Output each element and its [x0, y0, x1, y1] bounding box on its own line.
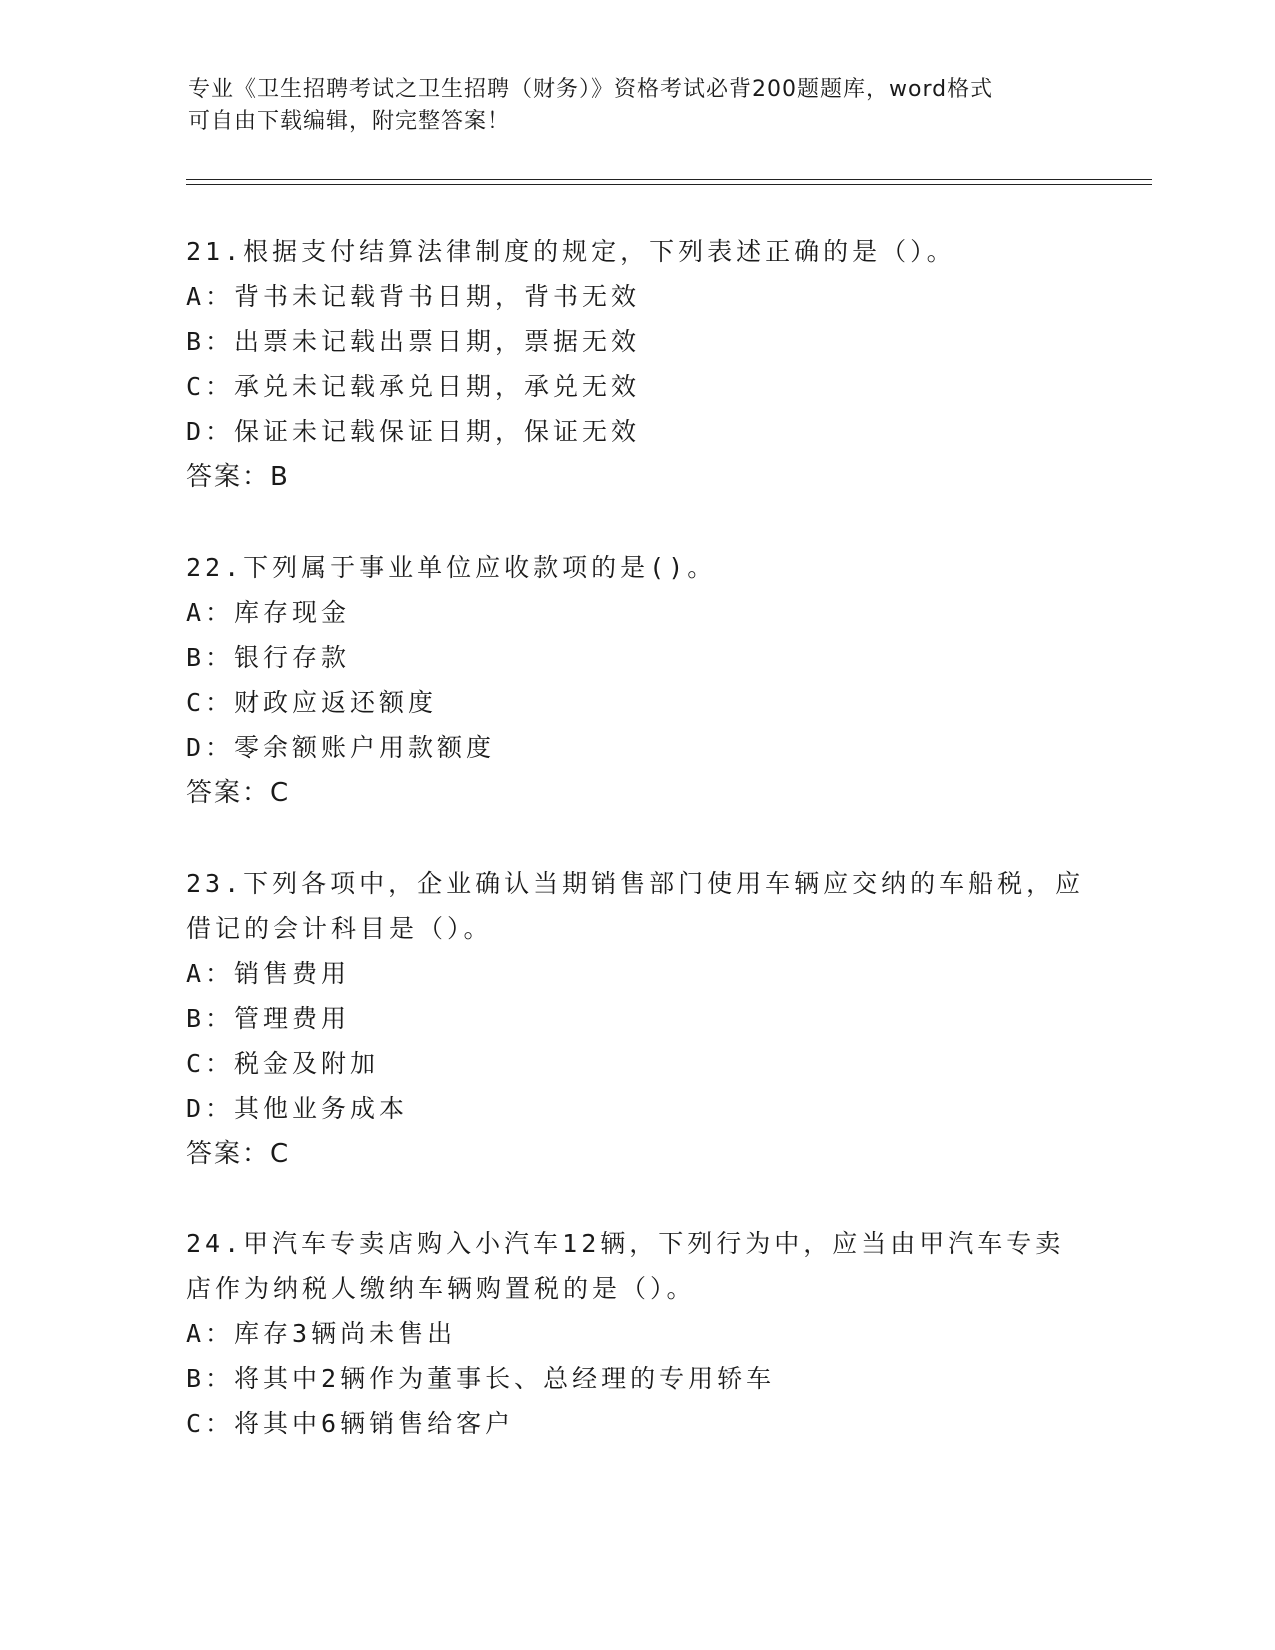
option-b: B：将其中2辆作为董事长、总经理的专用轿车	[186, 1364, 776, 1393]
option-c: C：税金及附加	[186, 1049, 380, 1078]
option-b: B：管理费用	[186, 1004, 351, 1033]
question-stem-line-1: 23.下列各项中，企业确认当期销售部门使用车辆应交纳的车船税，应	[186, 869, 1085, 898]
option-d: D：零余额账户用款额度	[186, 733, 496, 762]
option-c: C：将其中6辆销售给客户	[186, 1409, 515, 1438]
question-stem-line-2: 店作为纳税人缴纳车辆购置税的是（）。	[186, 1274, 696, 1303]
header-divider-bottom	[186, 184, 1152, 185]
option-a: A：库存现金	[186, 598, 351, 627]
option-d: D：保证未记载保证日期，保证无效	[186, 417, 641, 446]
question-stem: 22.下列属于事业单位应收款项的是()。	[186, 553, 717, 582]
answer: 答案：C	[186, 1139, 291, 1169]
option-d: D：其他业务成本	[186, 1094, 409, 1123]
header-divider-top	[186, 179, 1152, 180]
header-line-2: 可自由下载编辑，附完整答案！	[188, 109, 511, 134]
option-b: B：银行存款	[186, 643, 351, 672]
option-a: A：背书未记载背书日期，背书无效	[186, 282, 641, 311]
document-header	[188, 74, 1088, 138]
header-line-1: 专业《卫生招聘考试之卫生招聘（财务）》资格考试必背200题题库，word格式	[188, 77, 994, 102]
answer: 答案：C	[186, 778, 291, 808]
question-stem-line-1: 24.甲汽车专卖店购入小汽车12辆，下列行为中，应当由甲汽车专卖	[186, 1229, 1065, 1258]
option-a: A：销售费用	[186, 959, 351, 988]
option-c: C：承兑未记载承兑日期，承兑无效	[186, 372, 641, 401]
question-stem-line-2: 借记的会计科目是（）。	[186, 914, 493, 943]
option-a: A：库存3辆尚未售出	[186, 1319, 457, 1348]
question-stem: 21.根据支付结算法律制度的规定，下列表述正确的是（）。	[186, 237, 956, 266]
answer: 答案：B	[186, 462, 290, 492]
option-b: B：出票未记载出票日期，票据无效	[186, 327, 641, 356]
option-c: C：财政应返还额度	[186, 688, 438, 717]
